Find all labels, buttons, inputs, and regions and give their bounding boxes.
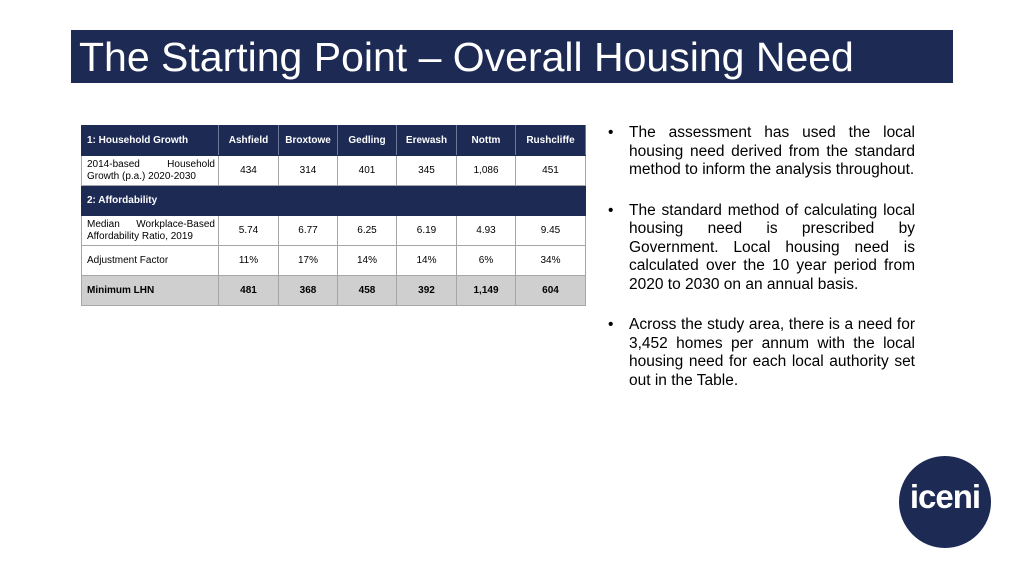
table-row (82, 246, 586, 276)
row-label-line: Affordability Ratio, 2019 (87, 230, 193, 242)
row-label (82, 156, 219, 186)
bullet-item (608, 316, 915, 390)
bullet-icon: • (608, 124, 614, 141)
row-label-line: 2014-based Household (87, 158, 215, 170)
section-label: 2: Affordability (82, 186, 586, 216)
column-header: Rushcliffe (516, 126, 586, 156)
table-cell: 11% (219, 246, 279, 276)
table-cell: 5.74 (219, 216, 279, 246)
table-cell: 458 (338, 276, 397, 306)
table-cell: 392 (397, 276, 457, 306)
row-label-line: Median Workplace-Based (87, 218, 215, 230)
table-cell: 401 (338, 156, 397, 186)
table-cell: 434 (219, 156, 279, 186)
column-header: Nottm (457, 126, 516, 156)
table-cell: 6% (457, 246, 516, 276)
table-cell: 345 (397, 156, 457, 186)
column-header: Broxtowe (279, 126, 338, 156)
table-cell: 451 (516, 156, 586, 186)
table-cell: 314 (279, 156, 338, 186)
row-label: Adjustment Factor (82, 246, 219, 276)
bullet-list (608, 124, 915, 412)
table-row (82, 156, 586, 186)
table-cell: 9.45 (516, 216, 586, 246)
table-header-row (82, 126, 586, 156)
bullet-text: Across the study area, there is a need for 3,452 homes per annum with the local housing need for each local authority set out in the Table. (629, 316, 915, 389)
table-cell: 368 (279, 276, 338, 306)
table-cell: 6.77 (279, 216, 338, 246)
iceni-logo (899, 456, 991, 548)
column-header: Erewash (397, 126, 457, 156)
row-label-line: Growth (p.a.) 2020-2030 (87, 170, 196, 182)
table-cell: 1,149 (457, 276, 516, 306)
column-header: Ashfield (219, 126, 279, 156)
table-cell: 17% (279, 246, 338, 276)
bullet-icon: • (608, 201, 614, 219)
table-cell: 6.19 (397, 216, 457, 246)
housing-need-table (81, 125, 586, 306)
total-row (82, 276, 586, 306)
table-cell: 14% (338, 246, 397, 276)
bullet-text: The assessment has used the local housing need derived from the standard method to inform the analysis throughout. (629, 124, 915, 178)
row-label (82, 216, 219, 246)
bullet-item (608, 124, 915, 180)
section-row (82, 186, 586, 216)
logo-text: iceni (909, 478, 981, 515)
bullet-text: The standard method of calculating local housing need is prescribed by Government. Local housing need is calculated over the 10 year period from 2020 to 2030 on an annual basis. (629, 201, 915, 293)
table-cell: 604 (516, 276, 586, 306)
page-title: The Starting Point – Overall Housing Need (79, 34, 854, 80)
title-bar (71, 30, 953, 83)
table-cell: 6.25 (338, 216, 397, 246)
bullet-item (608, 202, 915, 295)
table-row (82, 216, 586, 246)
table-cell: 4.93 (457, 216, 516, 246)
table-cell: 34% (516, 246, 586, 276)
table-cell: 1,086 (457, 156, 516, 186)
table-cell: 14% (397, 246, 457, 276)
header-section-label: 1: Household Growth (82, 126, 219, 156)
column-header: Gedling (338, 126, 397, 156)
table-cell: 481 (219, 276, 279, 306)
bullet-icon: • (608, 316, 614, 333)
row-label: Minimum LHN (82, 276, 219, 306)
